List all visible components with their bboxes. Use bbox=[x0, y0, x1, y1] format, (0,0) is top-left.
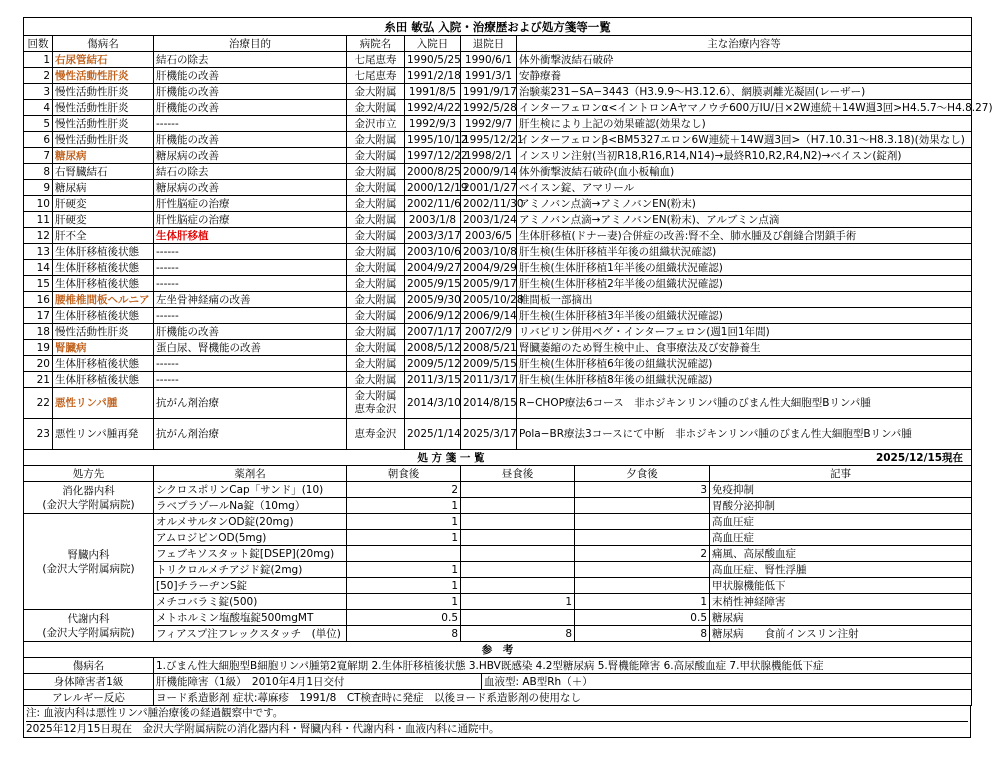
hospital-cell: 七尾恵寿 bbox=[347, 68, 405, 84]
hospital-cell: 金大附属 bbox=[347, 100, 405, 116]
dose-evening bbox=[575, 578, 710, 594]
row-number: 17 bbox=[24, 308, 53, 324]
discharge-cell: 2025/3/17 bbox=[461, 419, 517, 450]
table-row bbox=[24, 340, 972, 356]
row-number: 12 bbox=[24, 228, 53, 244]
treatment-cell: 肝生検(生体肝移植1年半後の組織状況確認) bbox=[517, 260, 972, 276]
table-row bbox=[24, 482, 972, 498]
admit-cell: 2004/9/27 bbox=[405, 260, 461, 276]
reference-value: 肝機能障害（1級） 2010年4月1日交付 bbox=[154, 674, 482, 690]
purpose-cell: ------ bbox=[154, 244, 347, 260]
discharge-cell: 2003/1/24 bbox=[461, 212, 517, 228]
table-row bbox=[24, 498, 972, 514]
dose-evening bbox=[575, 562, 710, 578]
dose-morning: 1 bbox=[347, 594, 461, 610]
disease-cell: 糖尿病 bbox=[53, 148, 154, 164]
table-row bbox=[24, 324, 972, 340]
disease-cell: 悪性リンパ腫 bbox=[53, 388, 154, 419]
discharge-cell: 1995/12/21 bbox=[461, 132, 517, 148]
discharge-cell: 1990/6/1 bbox=[461, 52, 517, 68]
dose-morning bbox=[347, 546, 461, 562]
treatment-cell: アミノバン点滴→アミノバンEN(粉末)、アルブミン点滴 bbox=[517, 212, 972, 228]
hospital-cell: 金大附属 bbox=[347, 308, 405, 324]
dose-evening bbox=[575, 514, 710, 530]
treatment-cell: 体外衝撃波結石破砕 bbox=[517, 52, 972, 68]
hospital-cell: 金大附属 bbox=[347, 164, 405, 180]
disease-cell: 肝硬変 bbox=[53, 196, 154, 212]
prescription-table bbox=[23, 450, 972, 642]
dose-noon bbox=[461, 546, 575, 562]
purpose-cell: 肝機能の改善 bbox=[154, 84, 347, 100]
reference-title: 参 考 bbox=[24, 642, 972, 658]
blood-type: 血液型: AB型Rh（＋） bbox=[482, 674, 972, 690]
medical-history-sheet bbox=[23, 17, 993, 738]
dose-morning: 1 bbox=[347, 530, 461, 546]
disease-cell: 糖尿病 bbox=[53, 180, 154, 196]
admit-cell: 2000/12/19 bbox=[405, 180, 461, 196]
row-number: 13 bbox=[24, 244, 53, 260]
admit-cell: 1992/4/22 bbox=[405, 100, 461, 116]
treatment-cell: 肝生検(生体肝移植2年半後の組織状況確認) bbox=[517, 276, 972, 292]
hospital-cell: 金大附属 bbox=[347, 292, 405, 308]
dose-noon bbox=[461, 482, 575, 498]
drug-note: 甲状腺機能低下 bbox=[710, 578, 972, 594]
hospital-cell: 金大附属 bbox=[347, 372, 405, 388]
col-header: 薬剤名 bbox=[154, 466, 347, 482]
purpose-cell: 糖尿病の改善 bbox=[154, 180, 347, 196]
row-number: 15 bbox=[24, 276, 53, 292]
row-number: 3 bbox=[24, 84, 53, 100]
dose-morning: 1 bbox=[347, 562, 461, 578]
row-number: 18 bbox=[24, 324, 53, 340]
treatment-cell: 椎間板一部摘出 bbox=[517, 292, 972, 308]
treatment-cell: Pola−BR療法3コースにて中断 非ホジキンリンパ腫のびまん性大細胞型Bリンパ腫 bbox=[517, 419, 972, 450]
dose-morning: 2 bbox=[347, 482, 461, 498]
prescription-header-row bbox=[24, 466, 972, 482]
admit-cell: 2014/3/10 bbox=[405, 388, 461, 419]
purpose-cell: 蛋白尿、腎機能の改善 bbox=[154, 340, 347, 356]
row-number: 9 bbox=[24, 180, 53, 196]
treatment-cell: 肝生検(生体肝移植8年後の組織状況確認) bbox=[517, 372, 972, 388]
table-row bbox=[24, 674, 972, 690]
hospital-cell: 金大附属 bbox=[347, 324, 405, 340]
admit-cell: 2000/8/25 bbox=[405, 164, 461, 180]
drug-note: 痛風、高尿酸血症 bbox=[710, 546, 972, 562]
row-number: 23 bbox=[24, 419, 53, 450]
dose-noon bbox=[461, 514, 575, 530]
table-row bbox=[24, 84, 972, 100]
drug-note: 高血圧症 bbox=[710, 514, 972, 530]
dose-evening bbox=[575, 530, 710, 546]
purpose-cell: 肝性脳症の治療 bbox=[154, 212, 347, 228]
dose-noon bbox=[461, 562, 575, 578]
drug-name: メチコバラミ錠(500) bbox=[154, 594, 347, 610]
history-title: 糸田 敏弘 入院・治療歴および処方箋等一覧 bbox=[24, 18, 972, 36]
admit-cell: 2009/5/12 bbox=[405, 356, 461, 372]
drug-name: ラベプラゾールNa錠（10mg） bbox=[154, 498, 347, 514]
discharge-cell: 1991/3/1 bbox=[461, 68, 517, 84]
hospital-cell: 金大附属 bbox=[347, 84, 405, 100]
disease-cell: 慢性活動性肝炎 bbox=[53, 84, 154, 100]
table-row bbox=[24, 658, 972, 674]
department-cell bbox=[24, 482, 154, 514]
drug-note: 糖尿病 bbox=[710, 610, 972, 626]
hospital-cell: 金大附属 bbox=[347, 196, 405, 212]
discharge-cell: 2003/10/8 bbox=[461, 244, 517, 260]
purpose-cell: 結石の除去 bbox=[154, 164, 347, 180]
department-name: 消化器内科 bbox=[62, 484, 115, 497]
purpose-cell: ------ bbox=[154, 308, 347, 324]
dose-evening bbox=[575, 498, 710, 514]
admit-cell: 2003/3/17 bbox=[405, 228, 461, 244]
discharge-cell: 2014/8/15 bbox=[461, 388, 517, 419]
hospital-cell: 金大附属 bbox=[347, 228, 405, 244]
dose-noon bbox=[461, 610, 575, 626]
purpose-cell: 左坐骨神経痛の改善 bbox=[154, 292, 347, 308]
drug-note: 胃酸分泌抑制 bbox=[710, 498, 972, 514]
col-header: 回数 bbox=[24, 36, 53, 52]
treatment-cell: アミノバン点滴→アミノバンEN(粉末) bbox=[517, 196, 972, 212]
purpose-cell: 抗がん剤治療 bbox=[154, 388, 347, 419]
discharge-cell: 2009/5/15 bbox=[461, 356, 517, 372]
table-row bbox=[24, 356, 972, 372]
treatment-cell: リバビリン併用ペグ・インターフェロン(週1回1年間) bbox=[517, 324, 972, 340]
table-row bbox=[24, 244, 972, 260]
purpose-cell: ------ bbox=[154, 116, 347, 132]
drug-note: 高血圧症 bbox=[710, 530, 972, 546]
drug-name: フェブキソスタット錠[DSEP](20mg) bbox=[154, 546, 347, 562]
treatment-cell: 肝生検(生体肝移植6年後の組織状況確認) bbox=[517, 356, 972, 372]
purpose-cell: ------ bbox=[154, 356, 347, 372]
hospital-cell: 金大附属 bbox=[347, 356, 405, 372]
admit-cell: 2006/9/12 bbox=[405, 308, 461, 324]
prescription-title-cell bbox=[24, 450, 972, 466]
hospital-cell: 金大附属 bbox=[347, 276, 405, 292]
row-number: 1 bbox=[24, 52, 53, 68]
hospital-cell: 金大附属 bbox=[347, 132, 405, 148]
table-row bbox=[24, 148, 972, 164]
hospital-cell: 金沢市立 bbox=[347, 116, 405, 132]
hospital-cell: 金大附属 bbox=[347, 212, 405, 228]
treatment-cell: 生体肝移植(ドナー妻)合併症の改善:腎不全、肺水腫及び創縫合閉鎖手術 bbox=[517, 228, 972, 244]
admit-cell: 1991/2/18 bbox=[405, 68, 461, 84]
admit-cell: 2008/5/12 bbox=[405, 340, 461, 356]
table-row bbox=[24, 132, 972, 148]
disease-cell: 肝不全 bbox=[53, 228, 154, 244]
hospital-cell: 金大附属 bbox=[347, 340, 405, 356]
disease-cell: 肝硬変 bbox=[53, 212, 154, 228]
col-header: 昼食後 bbox=[461, 466, 575, 482]
discharge-cell: 2001/1/27 bbox=[461, 180, 517, 196]
discharge-cell: 1992/5/28 bbox=[461, 100, 517, 116]
table-row bbox=[24, 562, 972, 578]
treatment-cell: 肝生検(生体肝移植3年半後の組織状況確認) bbox=[517, 308, 972, 324]
row-number: 5 bbox=[24, 116, 53, 132]
purpose-cell: ------ bbox=[154, 260, 347, 276]
disease-cell: 生体肝移植後状態 bbox=[53, 372, 154, 388]
department-cell bbox=[24, 514, 154, 610]
admit-cell: 2003/1/8 bbox=[405, 212, 461, 228]
row-number: 4 bbox=[24, 100, 53, 116]
table-row bbox=[24, 546, 972, 562]
drug-note: 糖尿病 食前インスリン注射 bbox=[710, 626, 972, 642]
dose-evening: 0.5 bbox=[575, 610, 710, 626]
disease-cell: 右尿管結石 bbox=[53, 52, 154, 68]
dose-morning: 0.5 bbox=[347, 610, 461, 626]
table-row bbox=[24, 68, 972, 84]
reference-label: 傷病名 bbox=[24, 658, 154, 674]
row-number: 7 bbox=[24, 148, 53, 164]
disease-cell: 生体肝移植後状態 bbox=[53, 356, 154, 372]
dose-noon bbox=[461, 578, 575, 594]
admit-cell: 1990/5/25 bbox=[405, 52, 461, 68]
drug-name: [50]チラーヂンS錠 bbox=[154, 578, 347, 594]
disease-cell: 慢性活動性肝炎 bbox=[53, 116, 154, 132]
dose-noon bbox=[461, 530, 575, 546]
row-number: 8 bbox=[24, 164, 53, 180]
dose-morning: 1 bbox=[347, 498, 461, 514]
disease-cell: 生体肝移植後状態 bbox=[53, 308, 154, 324]
disease-cell: 生体肝移植後状態 bbox=[53, 244, 154, 260]
drug-note: 免疫抑制 bbox=[710, 482, 972, 498]
admit-cell: 1992/9/3 bbox=[405, 116, 461, 132]
row-number: 2 bbox=[24, 68, 53, 84]
purpose-cell: 生体肝移植 bbox=[154, 228, 347, 244]
row-number: 16 bbox=[24, 292, 53, 308]
hospital-cell: 金大附属 bbox=[347, 244, 405, 260]
history-table bbox=[23, 17, 993, 450]
hospital-cell bbox=[347, 388, 405, 419]
col-header: 主な治療内容等 bbox=[517, 36, 972, 52]
treatment-cell: 腎臓萎縮のため腎生検中止、食事療法及び安静養生 bbox=[517, 340, 972, 356]
discharge-cell: 2008/5/21 bbox=[461, 340, 517, 356]
discharge-cell: 2002/11/30 bbox=[461, 196, 517, 212]
row-number: 6 bbox=[24, 132, 53, 148]
history-header-row bbox=[24, 36, 972, 52]
treatment-cell: インターフェロンβ<BM5327エロン6W連続＋14W週3回>（H7.10.31〜H8.3.18)(効果なし) bbox=[517, 132, 972, 148]
admit-cell: 2025/1/14 bbox=[405, 419, 461, 450]
row-number: 22 bbox=[24, 388, 53, 419]
table-row bbox=[24, 260, 972, 276]
drug-name: トリクロルメチアジド錠(2mg) bbox=[154, 562, 347, 578]
discharge-cell: 2006/9/14 bbox=[461, 308, 517, 324]
discharge-cell: 2000/9/14 bbox=[461, 164, 517, 180]
hospital-cell: 金大附属 bbox=[347, 180, 405, 196]
dose-morning: 1 bbox=[347, 514, 461, 530]
table-row bbox=[24, 212, 972, 228]
department-name: 代謝内科 bbox=[67, 612, 110, 625]
discharge-cell: 2007/2/9 bbox=[461, 324, 517, 340]
prescription-date: 2025/12/15現在 bbox=[875, 451, 964, 464]
treatment-cell: 体外衝撃波結石破砕(血小板輸血) bbox=[517, 164, 972, 180]
department-hospital: (金沢大学附属病院) bbox=[42, 498, 135, 511]
disease-cell: 慢性活動性肝炎 bbox=[53, 100, 154, 116]
discharge-cell: 2004/9/29 bbox=[461, 260, 517, 276]
row-number: 11 bbox=[24, 212, 53, 228]
purpose-cell: 肝機能の改善 bbox=[154, 324, 347, 340]
table-row bbox=[24, 164, 972, 180]
note-line: 注: 血液内科は悪性リンパ腫治療後の経過観察中です。 bbox=[26, 707, 284, 719]
purpose-cell: 肝性脳症の治療 bbox=[154, 196, 347, 212]
table-row bbox=[24, 116, 972, 132]
reference-value: ヨード系造影剤 症状:蕁麻疹 1991/8 CT検査時に発症 以後ヨード系造影剤の使用なし bbox=[154, 690, 972, 706]
hospital-cell: 金大附属 bbox=[347, 260, 405, 276]
treatment-cell: ベイスン錠、アマリール bbox=[517, 180, 972, 196]
reference-table bbox=[23, 642, 972, 706]
dose-evening: 2 bbox=[575, 546, 710, 562]
table-row bbox=[24, 690, 972, 706]
admit-cell: 2007/1/17 bbox=[405, 324, 461, 340]
table-row bbox=[24, 514, 972, 530]
admit-cell: 2002/11/6 bbox=[405, 196, 461, 212]
table-row bbox=[24, 610, 972, 626]
purpose-cell: 肝機能の改善 bbox=[154, 68, 347, 84]
drug-name: シクロスポリンCap「サンド」(10) bbox=[154, 482, 347, 498]
notes-block bbox=[23, 706, 971, 738]
col-header: 治療目的 bbox=[154, 36, 347, 52]
col-header: 夕食後 bbox=[575, 466, 710, 482]
treatment-cell: インスリン注射(当初R18,R16,R14,N14)→最終R10,R2,R4,N2)→ベイスン(錠剤) bbox=[517, 148, 972, 164]
admit-cell: 2003/10/6 bbox=[405, 244, 461, 260]
purpose-cell: 肝機能の改善 bbox=[154, 100, 347, 116]
table-row bbox=[24, 100, 972, 116]
table-row bbox=[24, 578, 972, 594]
table-row bbox=[24, 196, 972, 212]
dose-evening: 3 bbox=[575, 482, 710, 498]
row-number: 10 bbox=[24, 196, 53, 212]
discharge-cell: 1992/9/7 bbox=[461, 116, 517, 132]
row-number: 21 bbox=[24, 372, 53, 388]
disease-cell: 生体肝移植後状態 bbox=[53, 276, 154, 292]
table-row bbox=[24, 419, 972, 450]
table-row bbox=[24, 180, 972, 196]
purpose-cell: 肝機能の改善 bbox=[154, 132, 347, 148]
col-header: 病院名 bbox=[347, 36, 405, 52]
row-number: 20 bbox=[24, 356, 53, 372]
row-number: 14 bbox=[24, 260, 53, 276]
note-line: 2025年12月15日現在 金沢大学附属病院の消化器内科・腎臓内科・代謝内科・血液内科に通院中。 bbox=[26, 721, 968, 737]
treatment-cell: インターフェロンα<イントロンAヤマノウチ600万IU/日×2W連続＋14W週3回>H4.5.7〜H4.8.27) bbox=[517, 100, 972, 116]
admit-cell: 2011/3/15 bbox=[405, 372, 461, 388]
dose-noon: 8 bbox=[461, 626, 575, 642]
discharge-cell: 2005/9/17 bbox=[461, 276, 517, 292]
department-hospital: (金沢大学附属病院) bbox=[42, 626, 135, 639]
table-row bbox=[24, 276, 972, 292]
discharge-cell: 2011/3/17 bbox=[461, 372, 517, 388]
department-cell bbox=[24, 610, 154, 642]
table-row bbox=[24, 228, 972, 244]
hospital-cell: 七尾恵寿 bbox=[347, 52, 405, 68]
hospital-line: 金大附属 bbox=[354, 390, 397, 402]
hospital-cell: 恵寿金沢 bbox=[347, 419, 405, 450]
purpose-cell: 結石の除去 bbox=[154, 52, 347, 68]
treatment-cell: R−CHOP療法6コース 非ホジキンリンパ腫のびまん性大細胞型Bリンパ腫 bbox=[517, 388, 972, 419]
department-hospital: (金沢大学附属病院) bbox=[42, 562, 135, 575]
admit-cell: 1991/8/5 bbox=[405, 84, 461, 100]
dose-morning: 1 bbox=[347, 578, 461, 594]
prescription-title: 処 方 箋 一 覧 bbox=[417, 451, 485, 464]
col-header: 処方先 bbox=[24, 466, 154, 482]
hospital-cell: 金大附属 bbox=[347, 148, 405, 164]
dose-noon bbox=[461, 498, 575, 514]
drug-name: フィアスプ注フレックスタッチ (単位) bbox=[154, 626, 347, 642]
purpose-cell: 抗がん剤治療 bbox=[154, 419, 347, 450]
table-row bbox=[24, 594, 972, 610]
discharge-cell: 2005/10/28 bbox=[461, 292, 517, 308]
disease-cell: 慢性活動性肝炎 bbox=[53, 132, 154, 148]
reference-label: アレルギー反応 bbox=[24, 690, 154, 706]
disease-cell: 慢性活動性肝炎 bbox=[53, 68, 154, 84]
col-header: 記事 bbox=[710, 466, 972, 482]
hospital-line: 恵寿金沢 bbox=[354, 403, 397, 415]
disease-cell: 慢性活動性肝炎 bbox=[53, 324, 154, 340]
col-header: 入院日 bbox=[405, 36, 461, 52]
treatment-cell: 肝生検により上記の効果確認(効果なし) bbox=[517, 116, 972, 132]
table-row bbox=[24, 372, 972, 388]
table-row bbox=[24, 626, 972, 642]
table-row bbox=[24, 292, 972, 308]
table-row bbox=[24, 388, 972, 419]
purpose-cell: 糖尿病の改善 bbox=[154, 148, 347, 164]
drug-name: アムロジピンOD(5mg) bbox=[154, 530, 347, 546]
reference-label: 身体障害者1級 bbox=[24, 674, 154, 690]
dose-evening: 1 bbox=[575, 594, 710, 610]
department-name: 腎臓内科 bbox=[67, 548, 110, 561]
dose-morning: 8 bbox=[347, 626, 461, 642]
disease-cell: 腰椎椎間板ヘルニア bbox=[53, 292, 154, 308]
drug-note: 末梢性神経障害 bbox=[710, 594, 972, 610]
disease-cell: 悪性リンパ腫再発 bbox=[53, 419, 154, 450]
table-row bbox=[24, 308, 972, 324]
col-header: 朝食後 bbox=[347, 466, 461, 482]
disease-cell: 右腎臓結石 bbox=[53, 164, 154, 180]
treatment-cell: 治験薬231−SA−3443（H3.9.9〜H3.12.6）、網膜剥離光凝固(レーザー) bbox=[517, 84, 972, 100]
table-row bbox=[24, 530, 972, 546]
dose-noon: 1 bbox=[461, 594, 575, 610]
discharge-cell: 1991/9/17 bbox=[461, 84, 517, 100]
admit-cell: 2005/9/30 bbox=[405, 292, 461, 308]
table-row bbox=[24, 52, 972, 68]
admit-cell: 2005/9/15 bbox=[405, 276, 461, 292]
col-header: 傷病名 bbox=[53, 36, 154, 52]
row-number: 19 bbox=[24, 340, 53, 356]
reference-value: 1.びまん性大細胞型B細胞リンパ腫第2寛解期 2.生体肝移植後状態 3.HBV既感染 4.2型糖尿病 5.腎機能障害 6.高尿酸血症 7.甲状腺機能低下症 bbox=[154, 658, 972, 674]
purpose-cell: ------ bbox=[154, 372, 347, 388]
dose-evening: 8 bbox=[575, 626, 710, 642]
admit-cell: 1995/10/12 bbox=[405, 132, 461, 148]
admit-cell: 1997/12/22 bbox=[405, 148, 461, 164]
col-header: 退院日 bbox=[461, 36, 517, 52]
treatment-cell: 安静療養 bbox=[517, 68, 972, 84]
drug-name: オルメサルタンOD錠(20mg) bbox=[154, 514, 347, 530]
disease-cell: 生体肝移植後状態 bbox=[53, 260, 154, 276]
treatment-cell: 肝生検(生体肝移植半年後の組織状況確認) bbox=[517, 244, 972, 260]
discharge-cell: 2003/6/5 bbox=[461, 228, 517, 244]
discharge-cell: 1998/2/1 bbox=[461, 148, 517, 164]
disease-cell: 腎臓病 bbox=[53, 340, 154, 356]
drug-note: 高血圧症、腎性浮腫 bbox=[710, 562, 972, 578]
purpose-cell: ------ bbox=[154, 276, 347, 292]
drug-name: メトホルミン塩酸塩錠500mgMT bbox=[154, 610, 347, 626]
